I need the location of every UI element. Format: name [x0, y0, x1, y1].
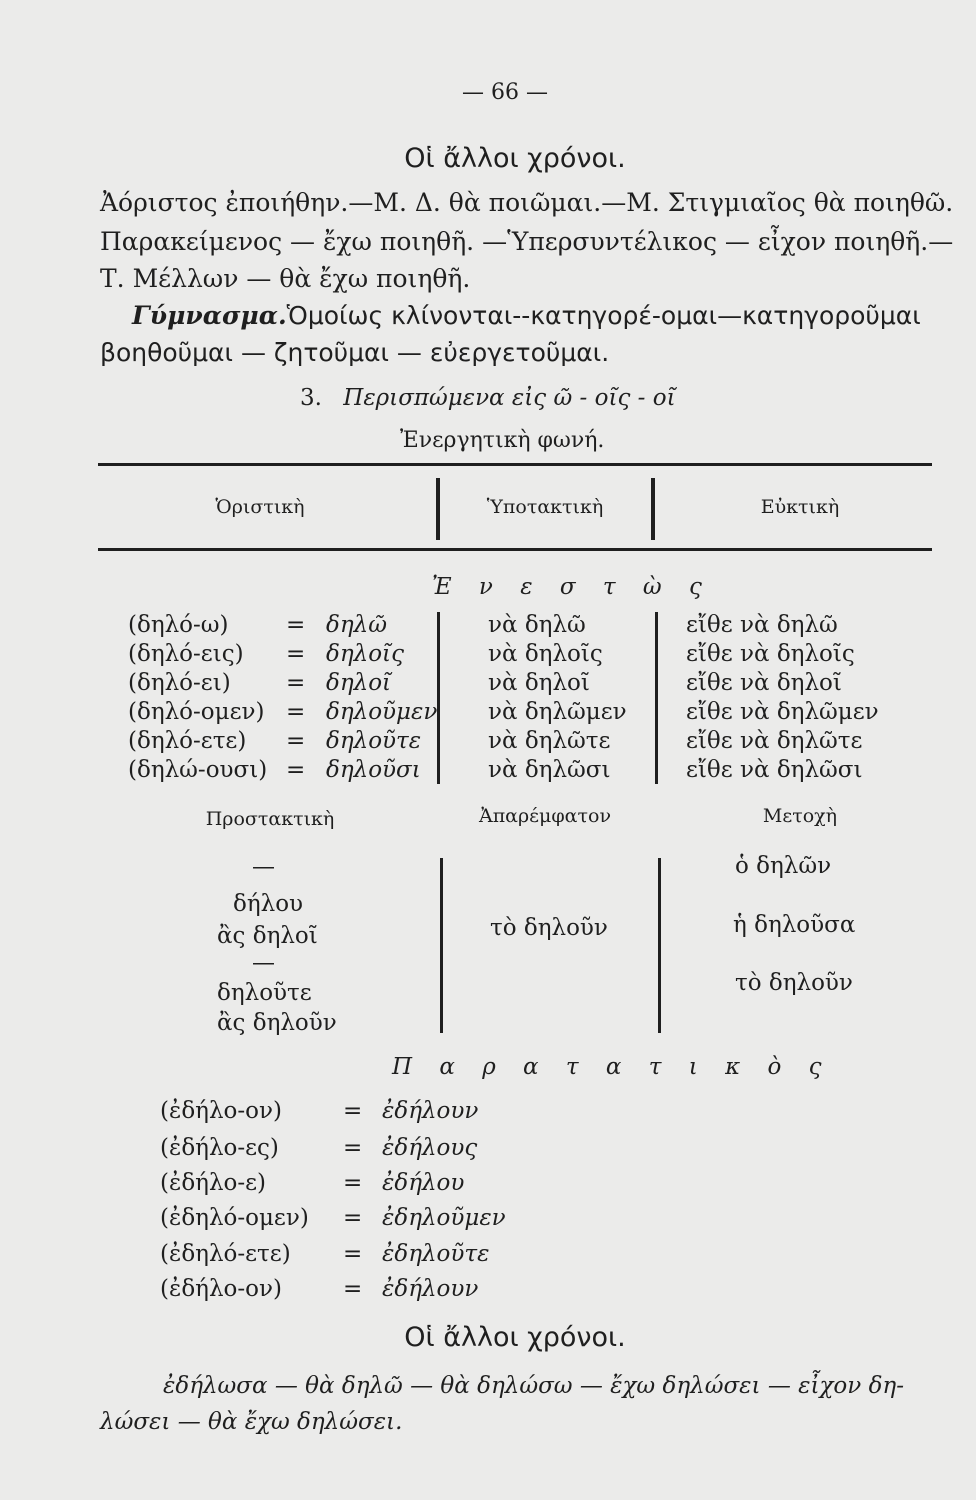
paragraph-line-1: Ἀόριστος ἐποιήθην.—Μ. Δ. θὰ ποιῶμαι.—Μ. Στιγμιαῖος θὰ ποιηθῶ. [100, 188, 954, 217]
present-base-form: (δηλό-ετε) [128, 728, 247, 754]
imperfect-contracted-form: ἐδήλουν [382, 1276, 479, 1302]
present-subjunctive: νὰ δηλοῖς [488, 641, 603, 667]
imperfect-contracted-form: ἐδηλοῦτε [382, 1241, 490, 1267]
subsection-title [300, 385, 676, 411]
present-base-form: (δηλό-ω) [128, 612, 229, 638]
present-contracted-form: δηλοῖ [326, 670, 392, 696]
imperative-line-3: ἂς δηλοῖ [217, 923, 318, 949]
participle-masculine: ὁ δηλῶν [735, 853, 832, 879]
participle-neuter: τὸ δηλοῦν [735, 970, 853, 996]
final-line-2 [100, 1409, 402, 1435]
imperfect-base-form: (ἐδήλο-ον) [160, 1276, 282, 1302]
header-divider-2 [651, 478, 655, 540]
present-subjunctive: νὰ δηλοῖ [488, 670, 590, 696]
exercise-line-2: βοηθοῦμαι — ζητοῦμαι — εὐεργετοῦμαι. [100, 338, 610, 367]
present-optative: εἴθε νὰ δηλῶσι [686, 757, 863, 783]
table-header-rule [98, 548, 932, 551]
final-line-2-text: λώσει — θὰ ἔχω δηλώσει. [100, 1409, 403, 1435]
present-subjunctive: νὰ δηλῶ [488, 612, 586, 638]
imperfect-base-form: (ἐδήλο-ε) [160, 1170, 267, 1196]
present-base-form: (δηλό-ομεν) [128, 699, 265, 725]
header-infinitive: Ἀπαρέμφατον [478, 805, 612, 827]
present-divider-1 [437, 612, 440, 784]
header-divider-1 [436, 478, 440, 540]
header-participle: Μετοχὴ [762, 805, 838, 827]
present-divider-2 [655, 612, 658, 784]
present-base-form: (δηλό-ει) [128, 670, 231, 696]
imperfect-base-form: (ἐδηλό-ετε) [160, 1241, 291, 1267]
present-base-form: (δηλό-εις) [128, 641, 244, 667]
present-equals: = [286, 641, 306, 667]
final-line-1 [163, 1373, 904, 1399]
participle-feminine: ἡ δηλοῦσα [733, 912, 856, 938]
exercise-label: Γύμνασμα. [132, 301, 287, 330]
imperative-line-5: δηλοῦτε [217, 980, 312, 1006]
imperfect-equals: = [343, 1205, 363, 1231]
imperfect-base-form: (ἐδηλό-ομεν) [160, 1205, 309, 1231]
subsection-number: 3. [300, 385, 322, 411]
imperative-line-6: ἂς δηλοῦν [217, 1010, 337, 1036]
paragraph-line-3: Τ. Μέλλων — θὰ ἔχω ποιηθῆ. [100, 264, 471, 293]
imperfect-equals: = [343, 1135, 363, 1161]
present-contracted-form: δηλοῦσι [326, 757, 421, 783]
header-optative: Εὐκτικὴ [760, 496, 840, 518]
imperfect-contracted-form: ἐδήλουν [382, 1098, 479, 1124]
present-contracted-form: δηλοῦτε [326, 728, 422, 754]
section-heading-2: Οἱ ἄλλοι χρόνοι. [404, 1322, 626, 1353]
imperfect-base-form: (ἐδήλο-ες) [160, 1135, 279, 1161]
imperfect-equals: = [343, 1276, 363, 1302]
header-imperative: Προστακτικὴ [205, 808, 335, 830]
present-equals: = [286, 728, 306, 754]
infinitive-form: τὸ δηλοῦν [490, 915, 608, 941]
present-equals: = [286, 612, 306, 638]
lower-divider-1 [440, 858, 443, 1033]
present-subjunctive: νὰ δηλῶτε [488, 728, 611, 754]
imperfect-contracted-form: ἐδηλοῦμεν [382, 1205, 506, 1231]
exercise-line-1 [132, 301, 921, 330]
present-contracted-form: δηλοῖς [326, 641, 404, 667]
present-contracted-form: δηλῶ [326, 612, 387, 638]
imperfect-equals: = [343, 1241, 363, 1267]
imperfect-base-form: (ἐδήλο-ον) [160, 1098, 282, 1124]
present-optative: εἴθε νὰ δηλοῖς [686, 641, 855, 667]
header-subjunctive: Ὑποτακτικὴ [486, 496, 604, 518]
imperfect-equals: = [343, 1170, 363, 1196]
page-number: — 66 — [462, 80, 548, 105]
section-heading: Οἱ ἄλλοι χρόνοι. [404, 143, 626, 174]
exercise-text: Ὁμοίως κλίνονται--κατηγορέ-ομαι—κατηγοροῦμαι [286, 301, 921, 330]
present-optative: εἴθε νὰ δηλῶμεν [686, 699, 879, 725]
imperative-line-1: — [252, 854, 275, 880]
imperative-line-4: — [252, 950, 275, 976]
present-subjunctive: νὰ δηλῶμεν [488, 699, 627, 725]
present-optative: εἴθε νὰ δηλῶ [686, 612, 838, 638]
paragraph-line-2: Παρακείμενος — ἔχω ποιηθῆ. —Ὑπερσυντέλικος — εἶχον ποιηθῆ.— [100, 227, 954, 256]
present-equals: = [286, 757, 306, 783]
present-optative: εἴθε νὰ δηλῶτε [686, 728, 863, 754]
imperfect-equals: = [343, 1098, 363, 1124]
present-contracted-form: δηλοῦμεν [326, 699, 438, 725]
imperfect-contracted-form: ἐδήλους [382, 1135, 478, 1161]
imperative-line-2: δήλου [233, 891, 304, 917]
lower-divider-2 [658, 858, 661, 1033]
voice-title: Ἐνεργητικὴ φωνή. [400, 428, 605, 453]
present-base-form: (δηλώ-ουσι) [128, 757, 268, 783]
imperfect-title: Π α ρ α τ α τ ι κ ὸ ς [392, 1054, 832, 1080]
subsection-name: Περισπώμενα εἰς ῶ - οῖς - οῖ [343, 385, 676, 411]
final-line-1-text: ἐδήλωσα — θὰ δηλῶ — θὰ δηλώσω — ἔχω δηλώσει — εἶχον δη- [163, 1373, 904, 1399]
table-top-rule [98, 463, 932, 466]
present-equals: = [286, 699, 306, 725]
imperfect-contracted-form: ἐδήλου [382, 1170, 465, 1196]
present-subjunctive: νὰ δηλῶσι [488, 757, 611, 783]
present-optative: εἴθε νὰ δηλοῖ [686, 670, 842, 696]
present-title: Ἐ ν ε σ τ ὼ ς [432, 574, 712, 600]
header-indicative: Ὁριστικὴ [215, 496, 305, 518]
present-equals: = [286, 670, 306, 696]
